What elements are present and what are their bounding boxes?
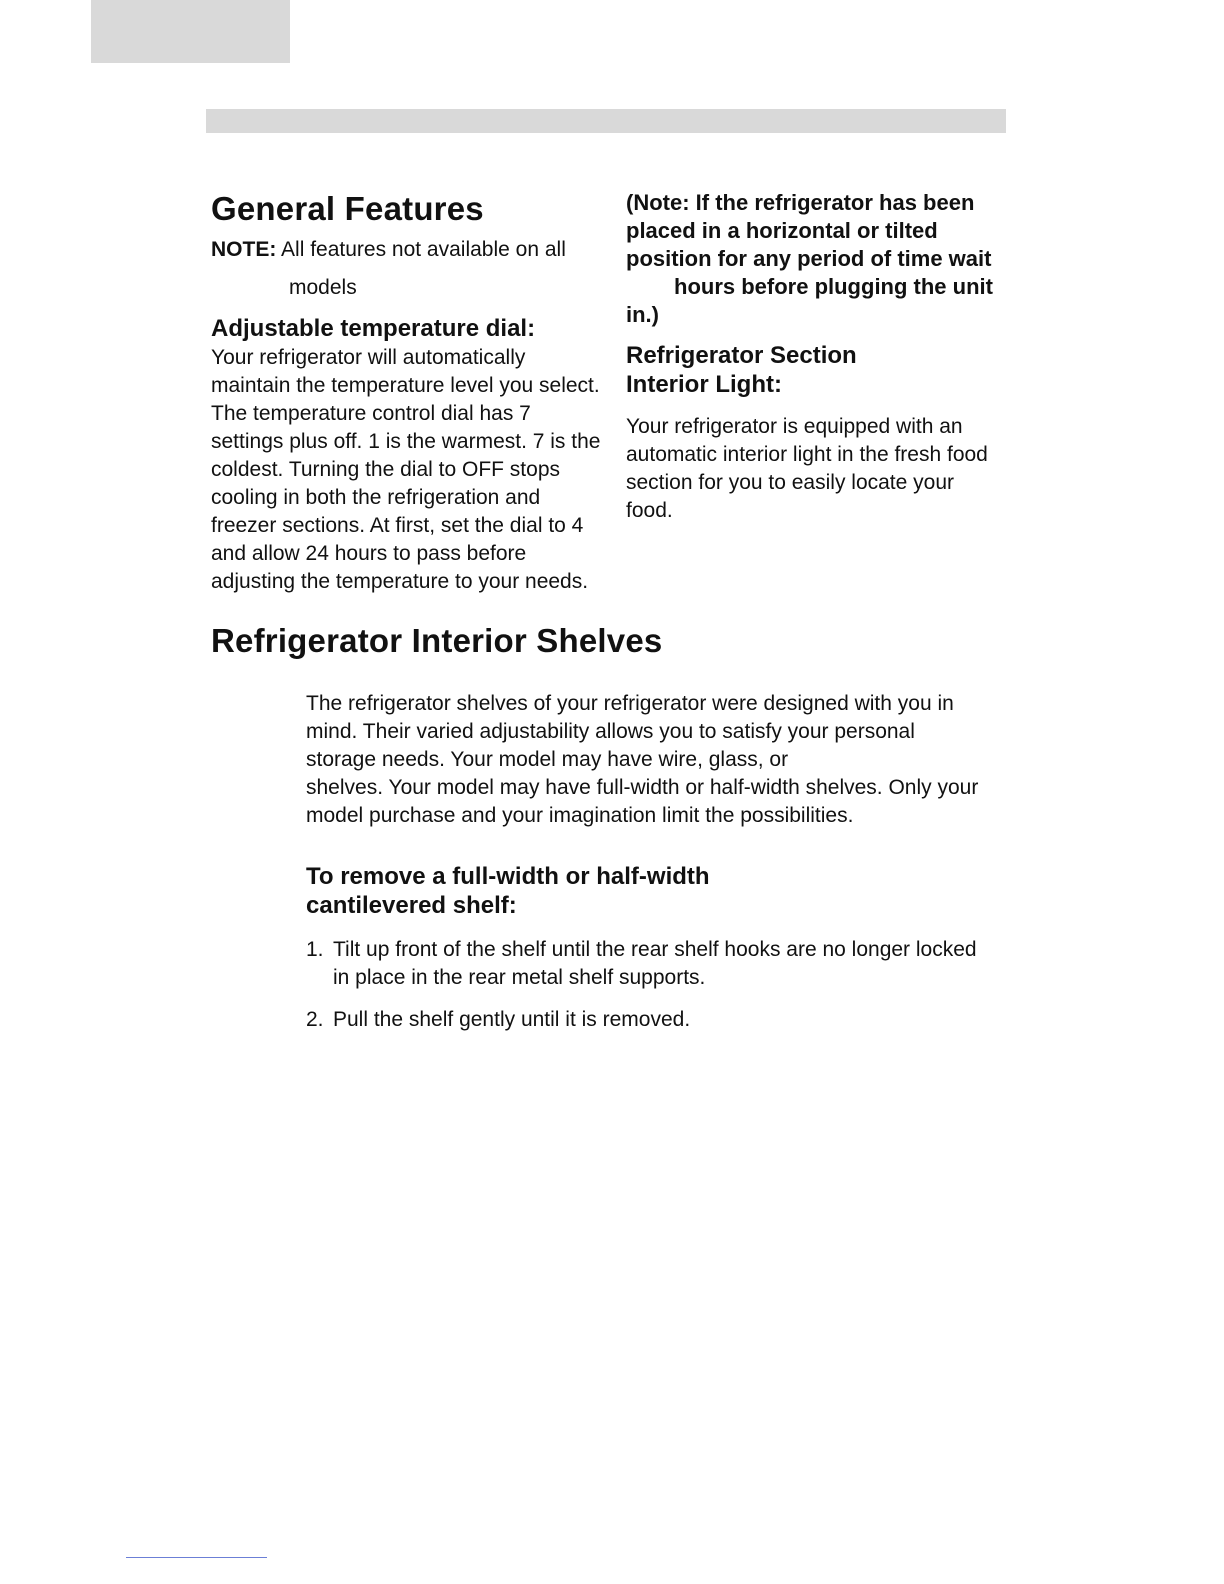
shelves-body-line1: The refrigerator shelves of your refrigerator were designed with you in mind. Their varied adjustability allows you to satisfy your personal storage needs. Your model may have wire, glass, or — [306, 692, 954, 771]
remove-shelf-heading-line2: cantilevered shelf: — [306, 892, 517, 919]
shelves-body — [306, 690, 986, 830]
step-text: Tilt up front of the shelf until the rear shelf hooks are no longer locked in place in the rear metal shelf supports. — [333, 938, 977, 989]
shelves-body-line2: shelves. Your model may have full-width or half-width shelves. Only your model purchase and your imagination limit the possibilities. — [306, 776, 979, 827]
placement-note — [626, 189, 996, 329]
placement-note-part2: hours before plugging the unit in.) — [626, 274, 993, 327]
page-tab-block — [91, 0, 290, 63]
interior-shelves-title: Refrigerator Interior Shelves — [211, 622, 663, 659]
step-number: 1. — [306, 938, 324, 961]
remove-shelf-heading — [306, 862, 986, 920]
left-column — [211, 190, 601, 596]
step-text: Pull the shelf gently until it is removed. — [333, 1008, 691, 1031]
list-item — [306, 936, 986, 992]
temperature-dial-heading: Adjustable temperature dial: — [211, 315, 536, 342]
footer-rule — [126, 1557, 267, 1558]
note-label: NOTE: — [211, 238, 277, 261]
remove-shelf-heading-line1: To remove a full-width or half-width — [306, 863, 710, 890]
header-bar — [206, 109, 1006, 133]
interior-light-body: Your refrigerator is equipped with an automatic interior light in the fresh food section for you to easily locate your food. — [626, 415, 988, 522]
temperature-dial-body: Your refrigerator will automatically maintain the temperature level you select. The temperature control dial has 7 settings plus off. 1 is the warmest. 7 is the coldest. Turning the dial to OFF stops cooling in both the refrigeration and freezer sections. At first, set the dial to 4 and allow 24 hours to pass before adjusting the temperature to your needs. — [211, 346, 601, 593]
interior-light-heading-line2: Interior Light: — [626, 371, 782, 398]
general-features-title: General Features — [211, 190, 484, 227]
right-column — [626, 189, 996, 525]
shelves-section — [211, 622, 991, 1048]
remove-steps-list — [306, 936, 986, 1034]
interior-light-heading-line1: Refrigerator Section — [626, 342, 857, 369]
step-number: 2. — [306, 1008, 324, 1031]
note-text: All features not available on all — [281, 238, 566, 261]
note-continuation: models — [289, 276, 357, 299]
general-note — [211, 236, 601, 264]
remove-shelf-block — [306, 862, 986, 1034]
list-item — [306, 1006, 986, 1034]
placement-note-part1: (Note: If the refrigerator has been placed in a horizontal or tilted position for any period of time wait — [626, 190, 992, 271]
interior-light-heading — [626, 341, 996, 399]
